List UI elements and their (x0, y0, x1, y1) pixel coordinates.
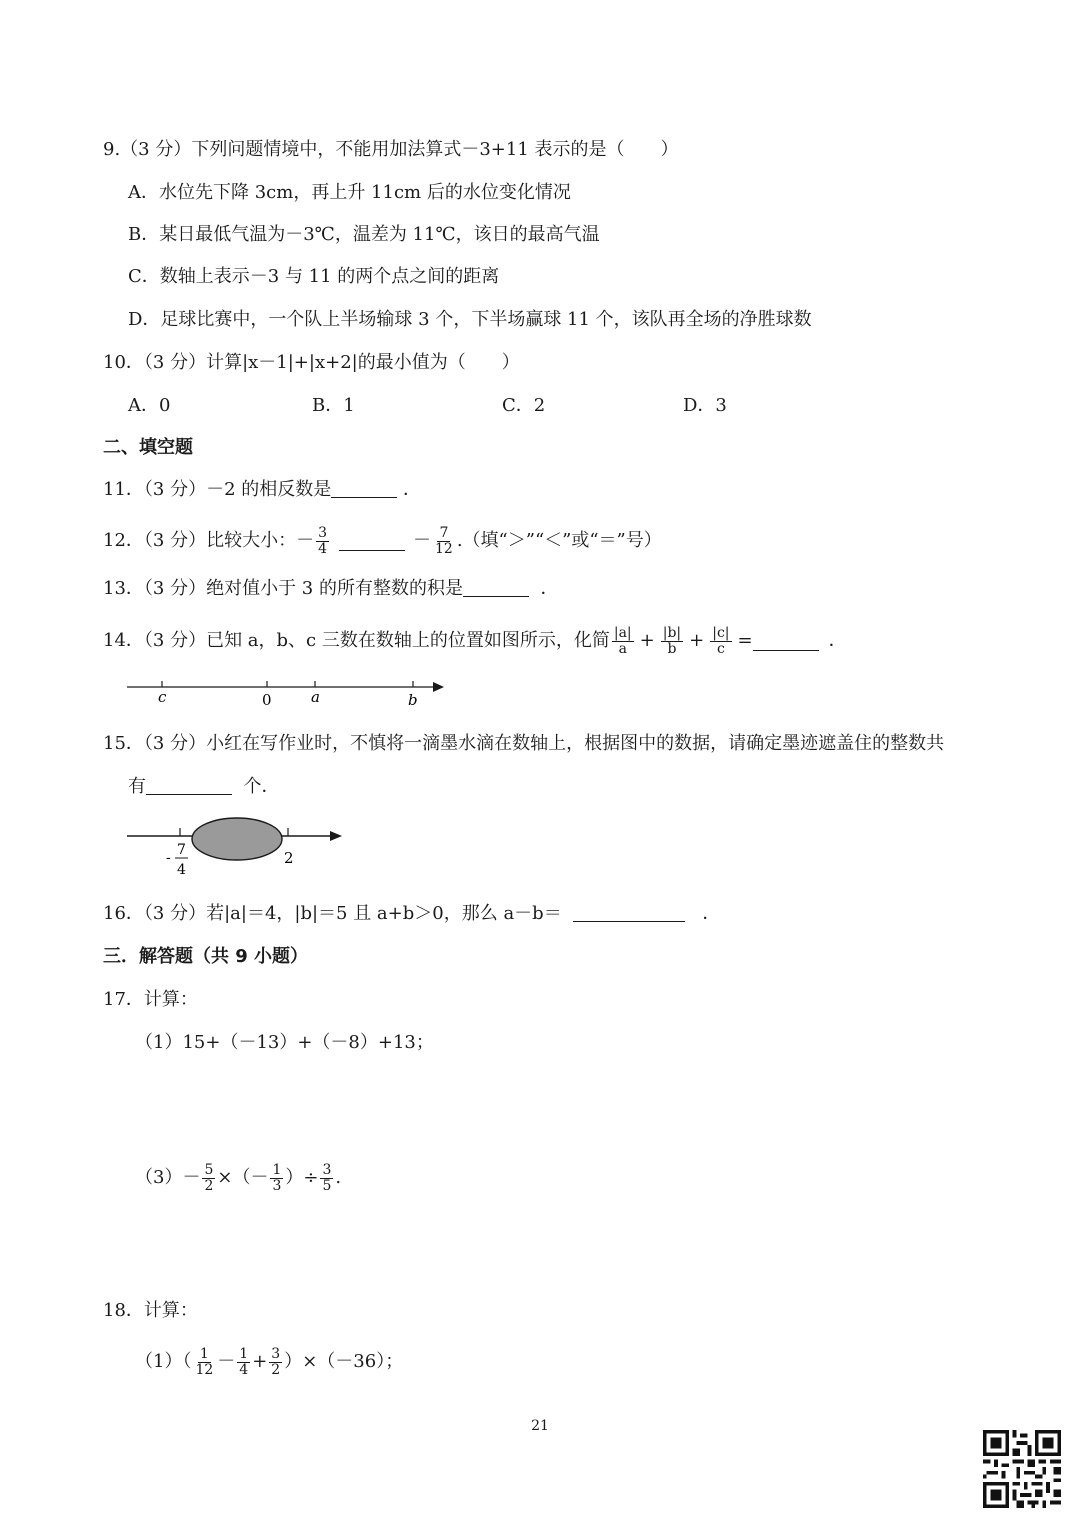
fraction-numerator: 3 (271, 1345, 281, 1362)
answer-blank[interactable] (753, 632, 819, 651)
q9-option-a: A．水位先下降 3cm，再上升 11cm 后的水位变化情况 (128, 182, 571, 203)
fraction (237, 1347, 250, 1378)
fraction (270, 1163, 283, 1194)
answer-blank[interactable] (331, 479, 397, 498)
fraction-denominator: a (618, 640, 627, 657)
q12-minus: － (413, 530, 431, 551)
ink-blot (192, 818, 282, 860)
q15-ink-number-line (120, 810, 360, 886)
fraction-denominator: 12 (195, 1361, 214, 1378)
plus-sign: + (639, 630, 655, 651)
operator-text: ）×（－36）； (284, 1351, 404, 1372)
section-fill-in-heading: 二、填空题 (103, 437, 193, 458)
fraction-denominator: 4 (177, 862, 186, 878)
fraction-numerator: 3 (322, 1161, 332, 1178)
q18-part-1 (135, 1342, 403, 1382)
q14 (103, 618, 847, 664)
fraction-numerator: 1 (199, 1345, 209, 1362)
fraction-numerator: 5 (204, 1161, 214, 1178)
answer-blank[interactable] (573, 903, 685, 922)
q14-fraction-a (612, 626, 634, 657)
plus-sign: + (689, 630, 705, 651)
q16-text: 16．（3 分）若|a|＝4，|b|＝5 且 a+b＞0，那么 a－b＝ (103, 903, 562, 924)
fraction-numerator: |c| (712, 624, 730, 641)
fraction-numerator: 7 (439, 524, 449, 541)
fraction-denominator: 2 (271, 1361, 281, 1378)
section-solve-heading: 三．解答题（共 9 小题） (103, 946, 309, 967)
fraction (320, 1163, 333, 1194)
q15-text: 有 (128, 776, 146, 797)
q14-end: ． (828, 630, 847, 651)
plus-sign: + (252, 1351, 268, 1372)
equals-sign: = (737, 630, 753, 651)
negative-sign: - (166, 850, 171, 866)
q14-fraction-c (710, 626, 731, 657)
q18-stem: 18．计算： (103, 1300, 198, 1321)
page-number: 21 (531, 1418, 549, 1434)
answer-blank[interactable] (146, 776, 232, 795)
fraction (202, 1163, 215, 1194)
q13-text: 13．（3 分）绝对值小于 3 的所有整数的积是 (103, 578, 463, 599)
q10-option-c: C．2 (502, 395, 546, 416)
minus-sign: － (217, 1351, 236, 1372)
q14-fraction-b (661, 626, 683, 657)
label-a: a (311, 688, 320, 706)
q12-text: 12．（3 分）比较大小：－ (103, 530, 315, 551)
answer-blank[interactable] (463, 578, 529, 597)
q10-option-b: B．1 (312, 395, 355, 416)
q17-stem: 17．计算： (103, 989, 198, 1010)
q14-number-line (120, 672, 450, 712)
arrow-head (433, 682, 444, 692)
q17-part-3-lead: （3）－ (135, 1167, 201, 1188)
q13 (103, 577, 558, 601)
fraction-denominator: b (667, 640, 677, 657)
q9-option-d: D．足球比赛中，一个队上半场输球 3 个，下半场赢球 11 个，该队再全场的净胜球数 (128, 309, 812, 330)
q17-part-3 (135, 1158, 341, 1198)
qr-code-icon[interactable] (983, 1430, 1061, 1508)
q10-option-d: D．3 (683, 395, 727, 416)
label-two: 2 (284, 849, 294, 867)
fraction-numerator: |a| (613, 624, 632, 641)
q10-stem: 10．（3 分）计算|x－1|+|x+2|的最小值为（ ） (103, 352, 520, 373)
q17-part-1: （1）15+（－13）+（－8）+13； (135, 1032, 434, 1053)
q11-text: 11．（3 分）－2 的相反数是 (103, 479, 332, 500)
label-zero: 0 (262, 691, 272, 709)
q12-fraction-1 (316, 526, 329, 557)
operator-text: ×（－ (217, 1167, 269, 1188)
fraction-numerator: 1 (272, 1161, 282, 1178)
q10-option-a: A．0 (128, 395, 171, 416)
operator-text: ）÷ (285, 1167, 319, 1188)
fraction-denominator: 3 (272, 1177, 282, 1194)
q11-end: ． (403, 479, 421, 500)
q11 (103, 478, 421, 502)
q16-end: ． (702, 903, 721, 924)
fraction-numerator: |b| (662, 624, 682, 641)
fraction-numerator: 1 (239, 1345, 249, 1362)
fraction-denominator: 4 (318, 540, 327, 557)
fraction (193, 1347, 215, 1378)
q15-line-1: 15．（3 分）小红在写作业时，不慎将一滴墨水滴在数轴上，根据图中的数据，请确定墨迹遮盖住的整数共 (103, 733, 945, 754)
q16 (103, 902, 720, 926)
answer-blank[interactable] (339, 532, 405, 551)
fraction-denominator: 5 (322, 1177, 332, 1194)
fraction-denominator: c (716, 640, 725, 657)
arrow-head (330, 831, 342, 841)
fraction-numerator: 7 (177, 842, 186, 858)
q14-text: 14．（3 分）已知 a，b、c 三数在数轴上的位置如图所示，化简 (103, 630, 610, 651)
q12 (103, 522, 662, 560)
label-c: c (158, 688, 167, 706)
fraction (269, 1347, 282, 1378)
q9-stem: 9.（3 分）下列问题情境中，不能用加法算式－3+11 表示的是（ ） (103, 139, 679, 160)
q15-line-2 (128, 775, 279, 799)
fraction-denominator: 2 (204, 1177, 214, 1194)
q9-option-c: C．数轴上表示－3 与 11 的两个点之间的距离 (128, 266, 500, 287)
label-b: b (408, 691, 418, 709)
q13-end: ． (540, 578, 559, 599)
fraction-denominator: 12 (435, 540, 453, 557)
fraction-denominator: 4 (239, 1361, 249, 1378)
q9-option-b: B．某日最低气温为－3℃，温差为 11℃，该日的最高气温 (128, 224, 600, 245)
fraction-numerator: 3 (318, 524, 327, 541)
period: . (335, 1167, 342, 1188)
q15-end: 个． (243, 776, 280, 797)
q18-part-1-lead: （1）（ (135, 1351, 192, 1372)
q12-instruction: .（填“＞”“＜”或“＝”号） (456, 530, 662, 551)
q12-fraction-2 (433, 526, 455, 557)
